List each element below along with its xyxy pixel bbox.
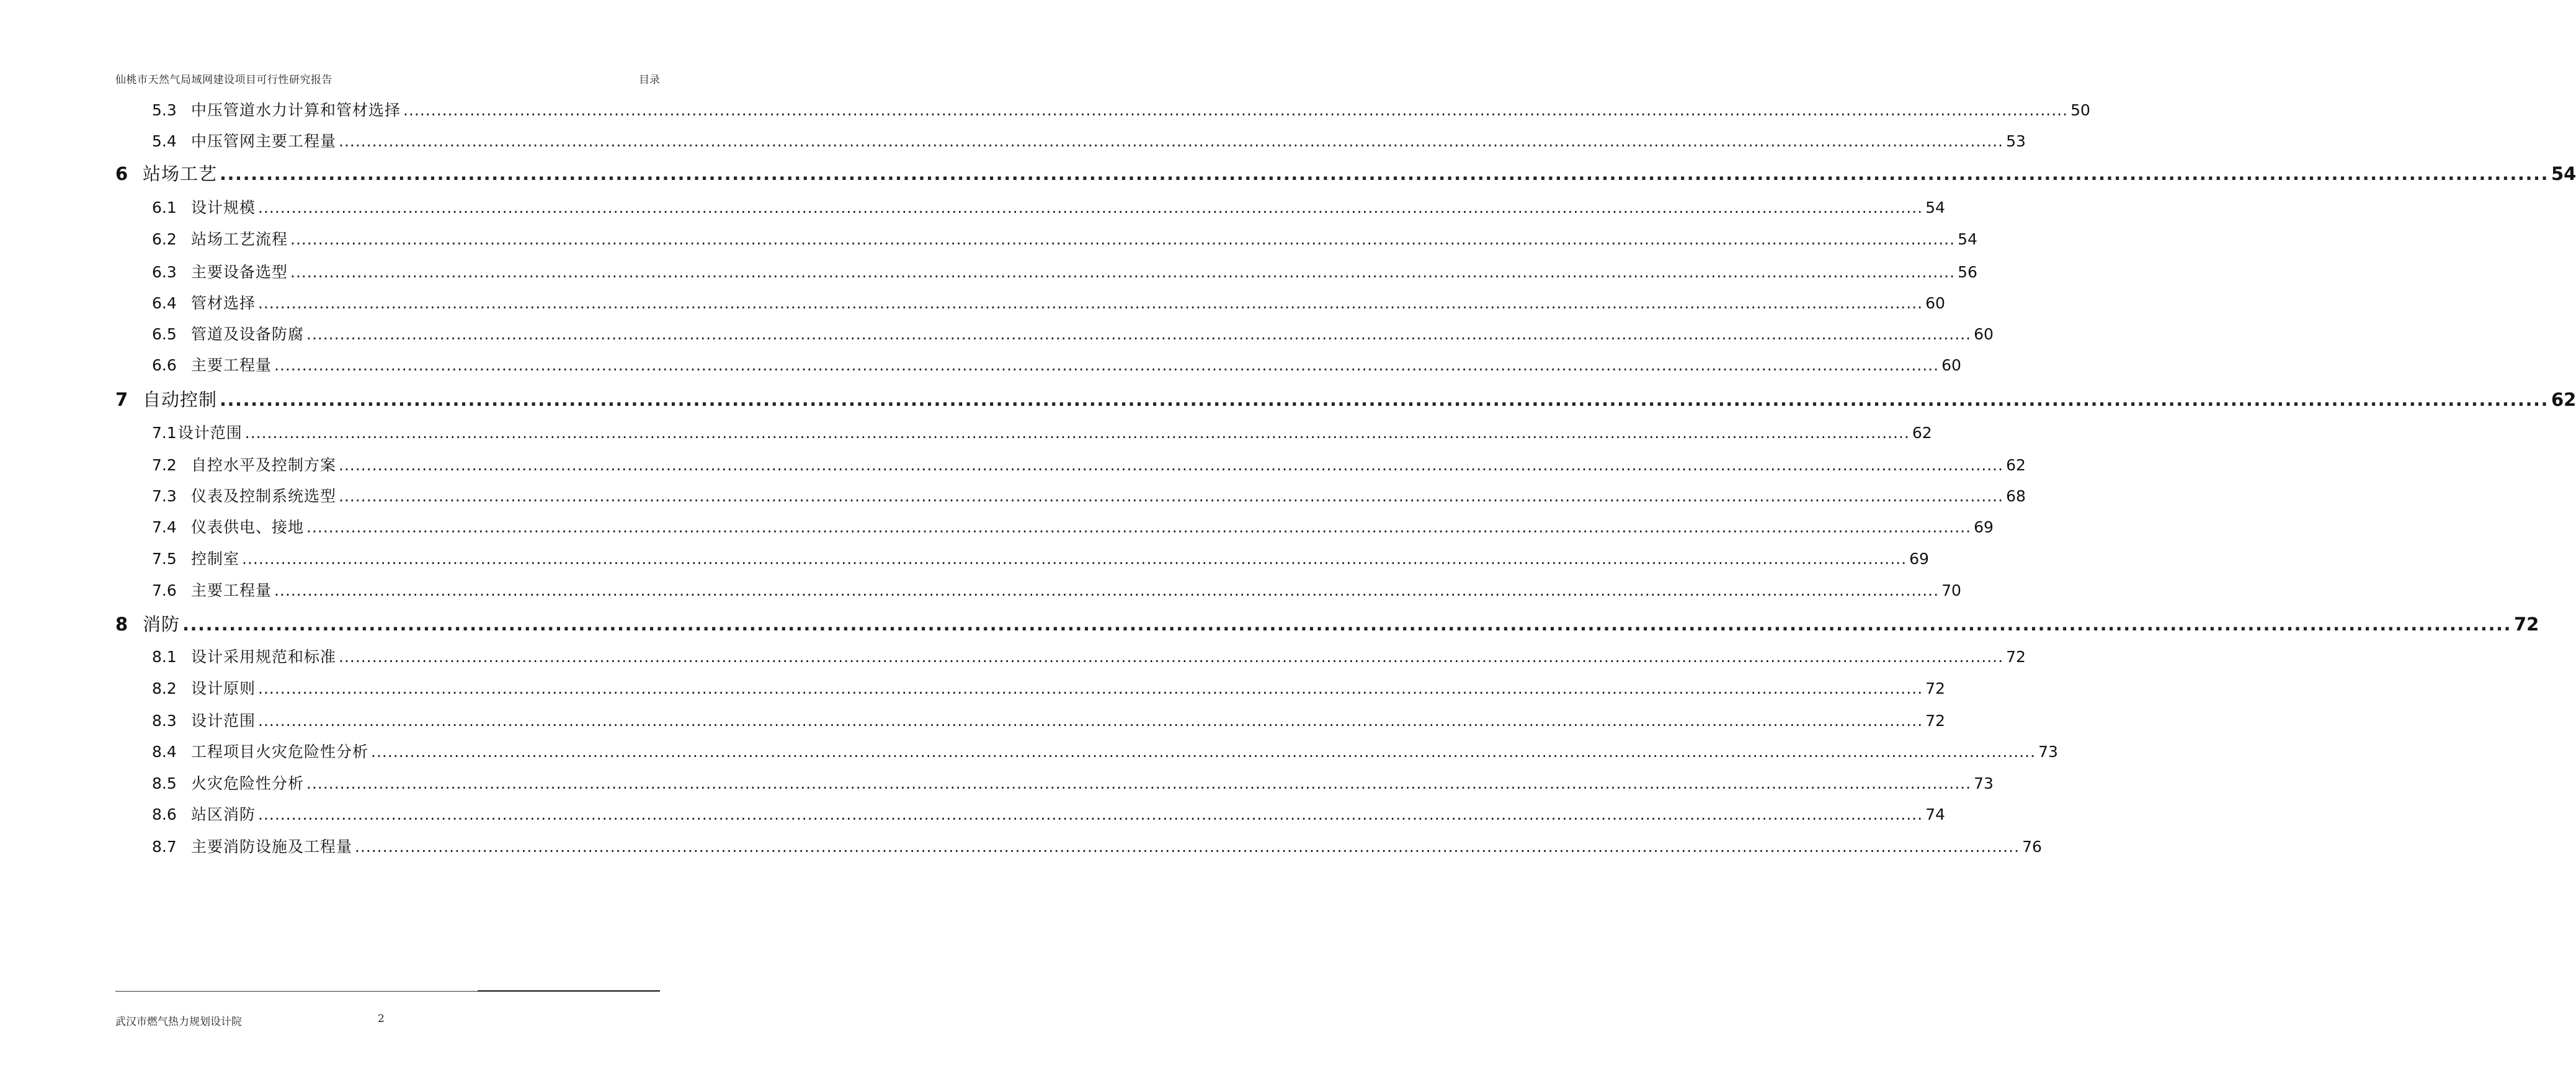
- toc-section-entry[interactable]: [152, 802, 1945, 825]
- toc-dot-leader: ............................................................................................................................................................................................................................................................................................................: [274, 581, 1940, 599]
- toc-entry-number: 7.3: [152, 487, 177, 505]
- toc-dot-leader: ............................................................................................................................................................................................................................................................................................................: [306, 518, 1972, 536]
- toc-dot-leader: ............................................................................................................................................................................................................................................................................................................: [355, 838, 2020, 856]
- toc-entry-title: 仪表供电、接地: [191, 518, 305, 536]
- toc-section-entry[interactable]: [152, 547, 1929, 569]
- toc-section-entry[interactable]: [152, 835, 2042, 857]
- toc-section-entry[interactable]: [152, 421, 1932, 443]
- footer-divider-accent: [478, 990, 660, 992]
- toc-entry-title: 管道及设备防腐: [191, 325, 305, 343]
- toc-section-entry[interactable]: [152, 195, 1945, 218]
- toc-entry-title: 控制室: [191, 550, 240, 568]
- toc-entry-title: 中压管网主要工程量: [191, 132, 337, 150]
- toc-entry-page: 72: [1925, 679, 1945, 697]
- toc-dot-leader: ............................................................................................................................................................................................................................................................................................................: [220, 389, 2549, 410]
- toc-section-entry[interactable]: [152, 771, 1994, 794]
- toc-section-entry[interactable]: [152, 645, 2026, 667]
- toc-section-entry[interactable]: [152, 709, 1945, 731]
- toc-entry-title: 火灾危险性分析: [191, 774, 305, 792]
- toc-entry-page: 62: [1912, 424, 1932, 442]
- document-title: 仙桃市天然气局域网建设项目可行性研究报告: [115, 74, 332, 86]
- toc-chapter-entry[interactable]: [115, 160, 2576, 186]
- toc-dot-leader: ............................................................................................................................................................................................................................................................................................................: [258, 805, 1923, 823]
- toc-entry-page: 74: [1925, 805, 1945, 823]
- toc-entry-title: 设计范围: [191, 712, 256, 730]
- toc-entry-number: 8.7: [152, 838, 177, 856]
- toc-entry-title: 设计采用规范和标准: [191, 648, 337, 666]
- toc-dot-leader: ............................................................................................................................................................................................................................................................................................................: [339, 132, 2004, 150]
- toc-entry-number: 8.4: [152, 743, 177, 761]
- toc-entry-title: 设计规模: [191, 199, 256, 217]
- toc-dot-leader: ............................................................................................................................................................................................................................................................................................................: [258, 679, 1923, 697]
- toc-entry-page: 60: [1925, 294, 1945, 312]
- toc-entry-number: 8.1: [152, 648, 177, 666]
- toc-entry-page: 73: [1974, 774, 1994, 792]
- toc-entry-number: 6.5: [152, 325, 177, 343]
- toc-entry-number: 6.1: [152, 199, 177, 217]
- toc-entry-page: 54: [2551, 163, 2576, 184]
- toc-entry-page: 69: [1974, 518, 1994, 536]
- toc-entry-number: 6.4: [152, 294, 177, 312]
- toc-dot-leader: ............................................................................................................................................................................................................................................................................................................: [290, 230, 1956, 248]
- toc-entry-number: 7.2: [152, 456, 177, 474]
- toc-entry-number: 7.1: [152, 424, 177, 442]
- toc-section-entry[interactable]: [152, 227, 1977, 249]
- toc-entry-page: 72: [2514, 614, 2539, 635]
- toc-dot-leader: ............................................................................................................................................................................................................................................................................................................: [242, 550, 1907, 568]
- toc-entry-page: 50: [2070, 101, 2090, 119]
- toc-entry-title: 主要工程量: [191, 581, 272, 599]
- toc-dot-leader: ............................................................................................................................................................................................................................................................................................................: [339, 487, 2004, 505]
- toc-entry-number: 5.4: [152, 132, 177, 150]
- toc-entry-number: 6: [115, 163, 128, 184]
- page-number: 2: [378, 1013, 385, 1025]
- toc-entry-number: 7.5: [152, 550, 177, 568]
- toc-entry-title: 工程项目火灾危险性分析: [191, 743, 369, 761]
- toc-entry-number: 7.6: [152, 581, 177, 599]
- toc-dot-leader: ............................................................................................................................................................................................................................................................................................................: [290, 263, 1956, 281]
- toc-section-entry[interactable]: [152, 515, 1994, 537]
- toc-entry-title: 主要工程量: [191, 356, 272, 374]
- toc-dot-leader: ............................................................................................................................................................................................................................................................................................................: [306, 325, 1972, 343]
- toc-entry-title: 自控水平及控制方案: [191, 456, 337, 474]
- toc-entry-title: 站区消防: [191, 805, 256, 823]
- toc-entry-page: 70: [1941, 581, 1961, 599]
- toc-entry-page: 72: [1925, 712, 1945, 730]
- toc-entry-page: 56: [1958, 263, 1977, 281]
- toc-section-entry[interactable]: [152, 98, 2090, 120]
- toc-section-entry[interactable]: [152, 353, 1961, 375]
- toc-entry-title: 站场工艺流程: [191, 230, 288, 248]
- toc-dot-leader: ............................................................................................................................................................................................................................................................................................................: [258, 294, 1923, 312]
- toc-entry-title: 仪表及控制系统选型: [191, 487, 337, 505]
- toc-entry-number: 5.3: [152, 101, 177, 119]
- toc-entry-title: 管材选择: [191, 294, 256, 312]
- toc-entry-number: 8.2: [152, 679, 177, 697]
- toc-dot-leader: ............................................................................................................................................................................................................................................................................................................: [371, 743, 2036, 761]
- toc-section-entry[interactable]: [152, 453, 2026, 475]
- toc-entry-title: 站场工艺: [143, 163, 218, 184]
- toc-entry-number: 8.5: [152, 774, 177, 792]
- toc-entry-title: 主要设备选型: [191, 263, 288, 281]
- toc-entry-number: 6.2: [152, 230, 177, 248]
- toc-dot-leader: ............................................................................................................................................................................................................................................................................................................: [182, 614, 2511, 635]
- toc-dot-leader: ............................................................................................................................................................................................................................................................................................................: [258, 712, 1923, 730]
- toc-section-entry[interactable]: [152, 740, 2058, 762]
- toc-section-entry[interactable]: [152, 260, 1977, 282]
- toc-dot-leader: ............................................................................................................................................................................................................................................................................................................: [339, 456, 2004, 474]
- toc-dot-leader: ............................................................................................................................................................................................................................................................................................................: [403, 101, 2069, 119]
- toc-entry-page: 62: [2551, 389, 2576, 410]
- toc-entry-number: 6.6: [152, 356, 177, 374]
- toc-entry-page: 72: [2006, 648, 2026, 666]
- toc-entry-number: 7: [115, 389, 128, 410]
- toc-section-entry[interactable]: [152, 484, 2026, 506]
- toc-entry-title: 中压管道水力计算和管材选择: [191, 101, 401, 119]
- toc-entry-page: 68: [2006, 487, 2026, 505]
- toc-entry-title: 设计范围: [177, 424, 243, 442]
- toc-dot-leader: ............................................................................................................................................................................................................................................................................................................: [306, 774, 1972, 792]
- toc-chapter-entry[interactable]: [115, 611, 2539, 636]
- toc-dot-leader: ............................................................................................................................................................................................................................................................................................................: [339, 648, 2004, 666]
- toc-section-entry[interactable]: [152, 322, 1994, 344]
- toc-entry-number: 6.3: [152, 263, 177, 281]
- toc-dot-leader: ............................................................................................................................................................................................................................................................................................................: [220, 163, 2549, 184]
- page-header: [115, 71, 660, 89]
- toc-section-entry[interactable]: [152, 129, 2026, 151]
- toc-section-entry[interactable]: [152, 578, 1961, 601]
- toc-entry-page: 76: [2022, 838, 2042, 856]
- toc-entry-page: 53: [2006, 132, 2026, 150]
- toc-section-entry[interactable]: [152, 291, 1945, 313]
- toc-entry-title: 自动控制: [143, 389, 218, 410]
- section-name: 目录: [639, 74, 660, 86]
- toc-entry-number: 8.6: [152, 805, 177, 823]
- toc-dot-leader: ............................................................................................................................................................................................................................................................................................................: [274, 356, 1940, 374]
- toc-dot-leader: ............................................................................................................................................................................................................................................................................................................: [244, 424, 1910, 442]
- toc-entry-number: 8: [115, 614, 128, 635]
- toc-entry-number: 8.3: [152, 712, 177, 730]
- organization-name: 武汉市燃气热力规划设计院: [115, 1016, 242, 1028]
- toc-entry-page: 73: [2038, 743, 2058, 761]
- toc-dot-leader: ............................................................................................................................................................................................................................................................................................................: [258, 199, 1923, 217]
- toc-entry-title: 设计原则: [191, 679, 256, 697]
- toc-entry-page: 62: [2006, 456, 2026, 474]
- toc-entry-number: 7.4: [152, 518, 177, 536]
- toc-entry-page: 60: [1941, 356, 1961, 374]
- toc-chapter-entry[interactable]: [115, 386, 2576, 411]
- page-footer: [115, 1013, 660, 1031]
- toc-entry-page: 54: [1925, 199, 1945, 217]
- toc-entry-title: 消防: [143, 614, 180, 635]
- toc-entry-page: 69: [1909, 550, 1929, 568]
- toc-entry-page: 60: [1974, 325, 1994, 343]
- toc-section-entry[interactable]: [152, 676, 1945, 699]
- toc-entry-page: 54: [1958, 230, 1977, 248]
- toc-entry-title: 主要消防设施及工程量: [191, 838, 353, 856]
